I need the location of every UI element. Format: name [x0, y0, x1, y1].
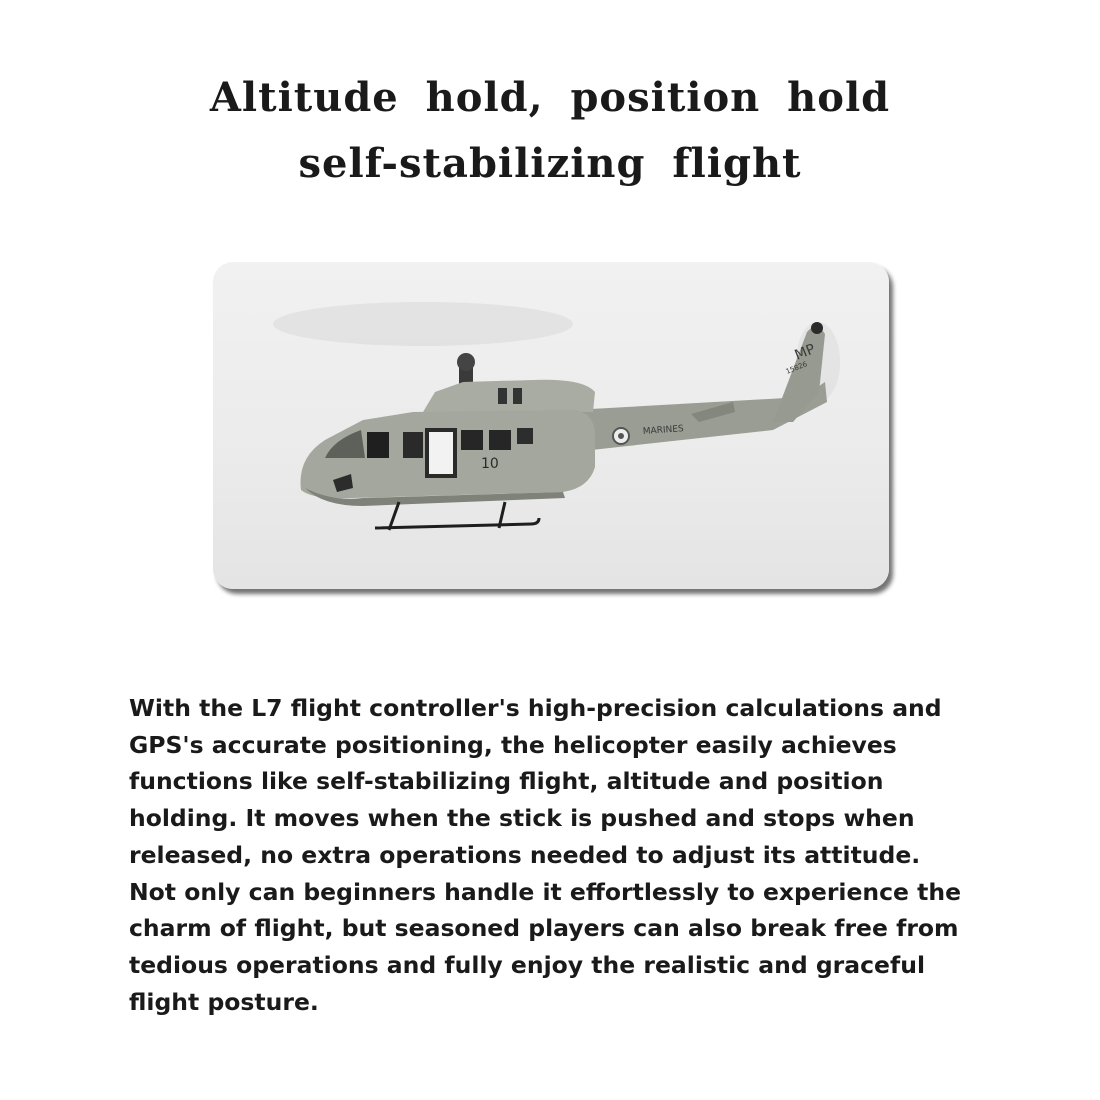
marines-text: MARINES: [642, 424, 685, 437]
description-line: flight posture.: [129, 987, 319, 1016]
roundel-star: [618, 433, 624, 439]
description-line: tedious operations and fully enjoy the realistic and graceful: [129, 950, 926, 979]
cabin-window-1: [403, 432, 423, 458]
tail-serial: 15826: [784, 360, 809, 376]
description-line: Not only can beginners handle it effortlessly to experience the: [129, 877, 962, 906]
fuselage-number: 10: [481, 456, 499, 472]
description-line: GPS's accurate positioning, the helicopter easily achieves: [129, 730, 897, 759]
cowling-vent-2: [513, 388, 522, 404]
landing-skid: [375, 518, 539, 528]
headline-line-1: Altitude hold, position hold: [209, 74, 891, 121]
cabin-window-3: [489, 430, 511, 450]
cabin-window-4: [517, 428, 533, 444]
tail-rotor-hub: [811, 322, 823, 334]
description-line: charm of flight, but seasoned players can also break free from: [129, 914, 959, 943]
helicopter-photo: [213, 262, 889, 589]
cabin-window-2: [461, 430, 483, 450]
cowling-vent-1: [498, 388, 507, 404]
helicopter-illustration: [213, 262, 889, 589]
engine-cowling: [423, 380, 595, 412]
description-line: released, no extra operations needed to adjust its attitude.: [129, 840, 921, 869]
description-line: With the L7 flight controller's high-precision calculations and: [129, 694, 942, 722]
description-text: [129, 690, 989, 1020]
main-rotor-blur: [273, 302, 573, 346]
tail-code: MP: [792, 341, 818, 364]
rotor-hub: [457, 353, 475, 371]
description-line: functions like self-stabilizing flight, altitude and position: [129, 767, 884, 796]
skid-strut-front: [389, 502, 399, 530]
cabin-door: [427, 430, 455, 476]
cockpit-window: [367, 432, 389, 458]
headline-line-2: self-stabilizing flight: [298, 140, 802, 187]
description-line: holding. It moves when the stick is pushed and stops when: [129, 804, 915, 833]
tail-fin: [773, 326, 825, 422]
